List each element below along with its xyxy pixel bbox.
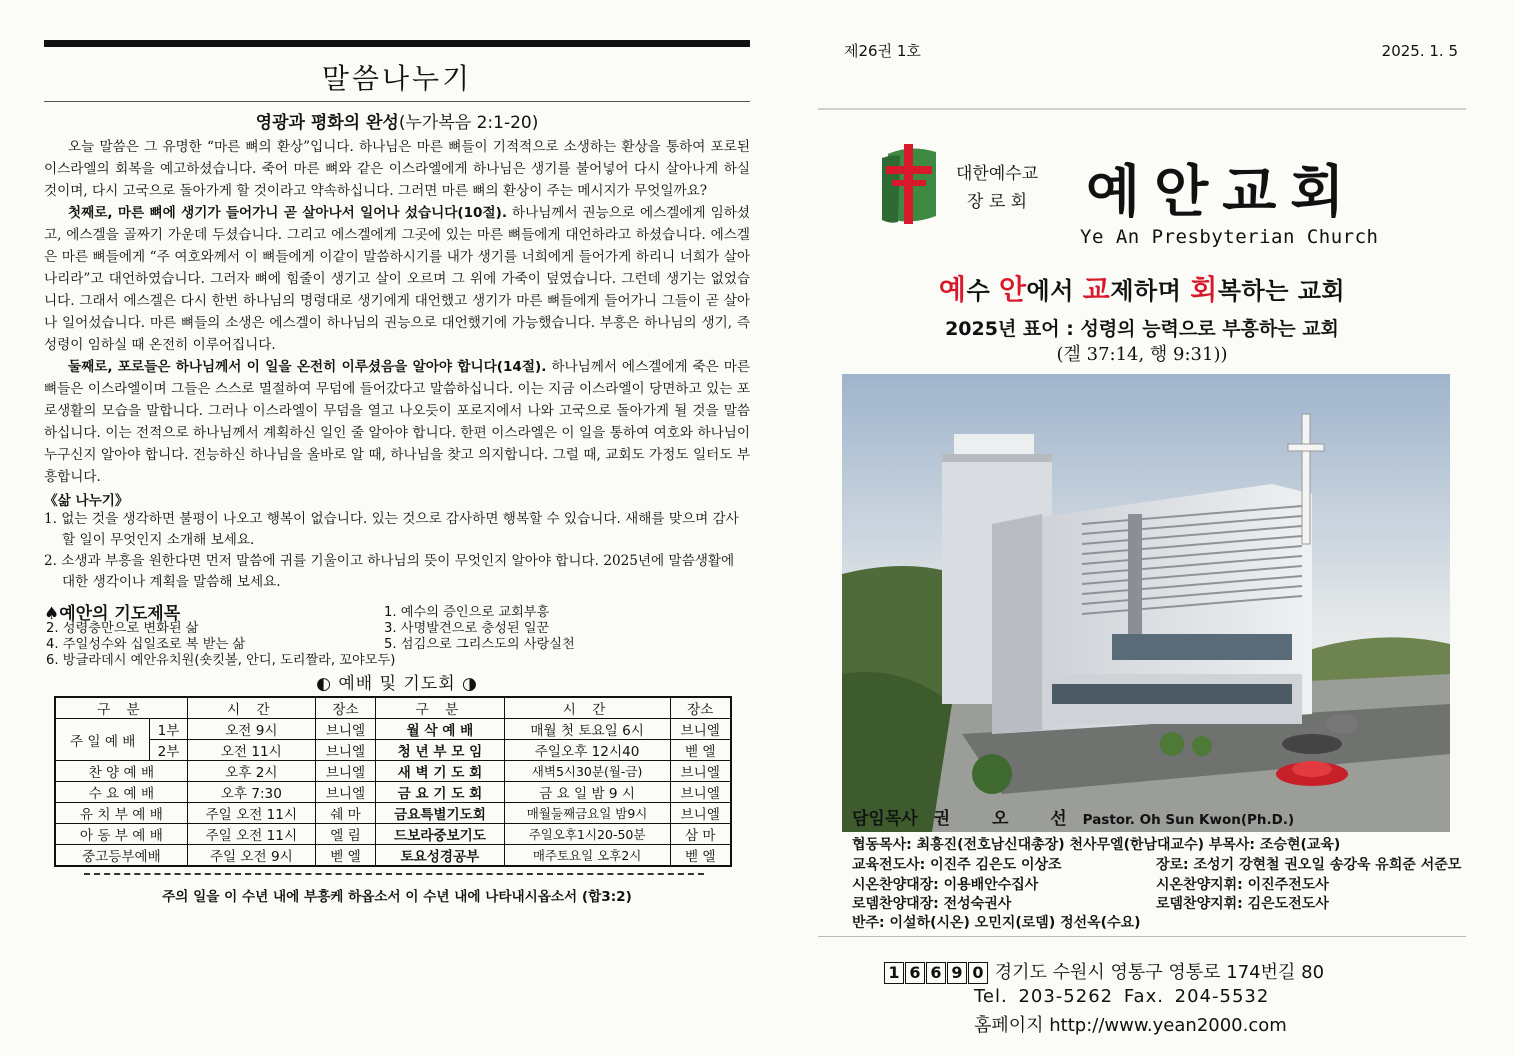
message-point-2 — [44, 356, 750, 488]
table-row — [55, 719, 731, 740]
worship-title: ◐ 예배 및 기도회 ◑ — [316, 674, 478, 694]
prayer-item: 5. 섬김으로 그리스도의 사랑실천 — [384, 637, 575, 652]
service-time: 주일오후1시20-50분 — [504, 824, 670, 845]
message-reference: (누가복음 2:1-20) — [398, 113, 539, 133]
homepage-link[interactable]: 홈페이지 http://www.yean2000.com — [974, 1015, 1287, 1036]
service-place: 브니엘 — [315, 782, 375, 803]
zip-digit: 1 — [884, 962, 904, 984]
service-name: 찬 양 예 배 — [55, 761, 187, 782]
message-title — [44, 108, 750, 133]
service-time: 새벽5시30분(월-금) — [504, 761, 670, 782]
table-row — [55, 761, 731, 782]
phone-fax: Tel. 203-5262 Fax. 204-5532 — [974, 986, 1270, 1007]
col-header: 시 간 — [187, 697, 315, 719]
service-name: 새 벽 기 도 회 — [376, 761, 505, 782]
service-time: 주일 오전 11시 — [187, 803, 315, 824]
service-name: 수 요 예 배 — [55, 782, 187, 803]
zip-digit: 6 — [926, 962, 946, 984]
service-name: 유 치 부 예 배 — [55, 803, 187, 824]
sharing-heading: 《삶 나누기》 — [44, 493, 129, 509]
message-point-1 — [44, 202, 750, 356]
table-row — [55, 845, 731, 867]
prayer-heading: ♠예안의 기도제목 — [44, 604, 181, 624]
staff-line: 반주: 이설하(시온) 오민지(로뎀) 정선옥(수요) — [852, 915, 1141, 931]
sharing-list — [44, 509, 750, 593]
service-time: 매주토요일 오후2시 — [504, 845, 670, 867]
service-name: 중고등부예배 — [55, 845, 187, 867]
year-theme: 2025년 표어 : 성령의 능력으로 부흥하는 교회 — [945, 318, 1339, 340]
service-name: 드보라중보기도 — [376, 824, 505, 845]
volume-number: 제26권 1호 — [844, 42, 921, 60]
service-name: 주 일 예 배 — [55, 719, 150, 761]
col-header: 시 간 — [504, 697, 670, 719]
pastor-name-english: Pastor. Oh Sun Kwon(Ph.D.) — [1082, 812, 1295, 828]
table-header-row — [55, 697, 731, 719]
motto-part: 예 — [938, 273, 967, 306]
church-cross-logo-icon — [880, 144, 938, 226]
issue-date: 2025. 1. 5 — [1381, 42, 1458, 60]
postal-address — [884, 958, 1324, 984]
senior-pastor — [852, 804, 1294, 829]
address-text: 경기도 수원시 영통구 영통로 174번길 80 — [994, 962, 1325, 983]
service-place: 쉐 마 — [315, 803, 375, 824]
col-header: 장소 — [670, 697, 731, 719]
service-place: 벧 엘 — [670, 845, 731, 867]
service-name: 토요성경공부 — [376, 845, 505, 867]
table-row — [55, 824, 731, 845]
service-place: 브니엘 — [670, 803, 731, 824]
service-place: 벧 엘 — [315, 845, 375, 867]
pastor-label: 담임목사 — [852, 809, 918, 829]
church-motto — [818, 268, 1466, 308]
sharing-item: 2. 소생과 부흥을 원한다면 먼저 말씀에 귀를 기울이고 하나님의 뜻이 무엇인지 알아야 합니다. 2025년에 말씀생활에 대한 생각이나 계획을 말씀해 보세요. — [44, 553, 735, 590]
service-time: 오전 9시 — [187, 719, 315, 740]
motto-part: 에서 — [1026, 277, 1083, 305]
col-header: 구 분 — [376, 697, 505, 719]
prayer-topics — [44, 601, 750, 668]
service-name: 아 동 부 예 배 — [55, 824, 187, 845]
prayer-item: 3. 사명발견으로 충성된 일꾼 — [384, 621, 550, 636]
service-time: 주일오후 12시40 — [504, 740, 670, 761]
staff-line: 협동목사: 최흥진(전호남신대총장) 천사무엘(한남대교수) 부목사: 조승현(교육) — [852, 837, 1341, 853]
service-time: 매월둘째금요일 밤9시 — [504, 803, 670, 824]
service-place: 삼 마 — [670, 824, 731, 845]
staff-line: 장로: 조성기 강현철 권오일 송강욱 유희준 서준모 — [1156, 857, 1462, 873]
top-rule — [44, 40, 750, 47]
denomination — [956, 160, 1038, 216]
motto-part: 회 — [1190, 273, 1218, 306]
table-row — [55, 782, 731, 803]
message-body — [44, 136, 750, 488]
staff-line: 교육전도사: 이진주 김은도 이상조 — [852, 857, 1062, 873]
point-1-lead: 첫째로, 마른 뼈에 생기가 들어가니 곧 살아나서 일어나 섰습니다(10절). — [68, 205, 507, 221]
service-name: 금요특별기도회 — [376, 803, 505, 824]
zip-digit: 0 — [968, 962, 988, 984]
motto-part: 제하며 — [1110, 277, 1191, 305]
dashed-divider — [84, 873, 704, 875]
title-divider — [44, 101, 750, 102]
staff-line: 시온찬양지휘: 이진주전도사 — [1156, 877, 1329, 893]
message-title-text: 영광과 평화의 완성 — [255, 113, 399, 133]
service-time: 주일 오전 9시 — [187, 845, 315, 867]
service-place: 브니엘 — [670, 761, 731, 782]
motto-part: 수 — [966, 277, 999, 305]
header-divider — [818, 108, 1466, 110]
service-place: 브니엘 — [315, 719, 375, 740]
service-name: 금 요 기 도 회 — [376, 782, 505, 803]
col-header: 장소 — [315, 697, 375, 719]
denomination-line-2: 장 로 회 — [967, 192, 1028, 212]
service-name: 청 년 부 모 임 — [376, 740, 505, 761]
col-header: 구 분 — [55, 697, 187, 719]
worship-table — [54, 696, 732, 867]
staff-line: 로뎀찬양대장: 전성숙권사 — [852, 896, 1012, 912]
sharing-item: 1. 없는 것을 생각하면 불평이 나오고 행복이 없습니다. 있는 것으로 감사하면 행복할 수 있습니다. 새해를 맞으며 감사할 일이 무엇인지 소개해 보세요. — [44, 511, 739, 548]
denomination-line-1: 대한예수교 — [956, 164, 1039, 184]
point-2-text: 하나님께서 에스겔에게 죽은 마른 뼈들은 이스라엘이며 그들은 스스로 멸절하여 무덤에 들어갔다고 말씀하십니다. 이는 지금 이스라엘이 당면하고 있는 포로생활의 모습을 말합니다. 그러나 이스라엘이 무덤을 열고 나오듯이 포로지에서 나와 고국으로 돌아가게 될 것을 말씀하십니다. 이는 전적으로 하나님께서 계획하신 일인 줄 알아야 합니다. 한편 이스라엘은 이 일을 통하여 여호와 하나님이 누구신지 알아야 합니다. 전능하신 하나님을 올바로 알 때, 하나님을 찾고 의지합니다. 그럴 때, 교회도 가정도 일터도 부흥합니다. — [44, 359, 751, 485]
service-place: 브니엘 — [315, 740, 375, 761]
motto-part: 교 — [1082, 273, 1111, 306]
service-time: 오후 7:30 — [187, 782, 315, 803]
point-2-lead: 둘째로, 포로들은 하나님께서 이 일을 온전히 이루셨음을 알아야 합니다(14절). — [68, 359, 547, 375]
service-time: 오후 2시 — [187, 761, 315, 782]
footer-divider — [818, 936, 1466, 937]
service-time: 오전 11시 — [187, 740, 315, 761]
service-place: 브니엘 — [670, 719, 731, 740]
table-row — [55, 803, 731, 824]
staff-line: 로뎀찬양지휘: 김은도전도사 — [1156, 896, 1329, 912]
message-paragraph-1: 오늘 말씀은 그 유명한 “마른 뼈의 환상”입니다. 하나님은 마른 뼈들이 기적적으로 소생하는 환상을 통하여 포로된 이스라엘의 회복을 예고하셨습니다. 죽어 마른 뼈와 같은 이스라엘에게 하나님은 생기를 불어넣어 다시 살아나게 하실 것이며, 다시 고국으로 돌아가게 할 것이라고 약속하십니다. 그러면 마른 뼈의 환상이 주는 메시지가 무엇일까요? — [44, 139, 750, 199]
church-building-illustration — [842, 374, 1450, 832]
service-name: 월 삭 예 배 — [376, 719, 505, 740]
prayer-item: 2. 성령충만으로 변화된 삶 — [46, 621, 199, 636]
service-part: 2부 — [150, 740, 187, 761]
church-name-korean: 예안교회 — [1086, 159, 1359, 225]
zip-digit: 6 — [905, 962, 925, 984]
motto-part: 안 — [998, 273, 1027, 306]
service-time: 매월 첫 토요일 6시 — [504, 719, 670, 740]
point-1-text: 하나님께서 권능으로 에스겔에게 임하셨고, 에스겔을 골짜기 가운데 두셨습니다. 그리고 에스겔에게 그곳에 있는 마른 뼈들에게 대언하라고 하셨습니다. 에스겔은 마른 뼈들에게 “주 여호와께서 이 뼈들에게 이같이 말씀하시기를 내가 생기를 너희에게 들어가게 하리니 너희가 살아나리라”고 대언하였습니다. 그러자 뼈에 힘줄이 생기고 살이 오르며 그 위에 가죽이 덮였습니다. 그런데 생기는 없었습니다. 그래서 에스겔은 다시 한번 하나님의 명령대로 생기에게 대언했고 생기가 마른 뼈들에게 들어가니 그들이 곧 살아나 일어섰습니다. 마른 뼈들의 소생은 에스겔이 하나님의 권능으로 대언했기에 가능했습니다. 부흥은 하나님의 생기, 즉 성령이 임하실 때 온전히 이루어집니다. — [44, 205, 750, 353]
section-title: 말씀나누기 — [321, 62, 473, 95]
staff-line: 시온찬양대장: 이용배안수집사 — [852, 877, 1039, 893]
service-place: 엘 림 — [315, 824, 375, 845]
motto-part: 복하는 교회 — [1217, 277, 1346, 305]
left-page — [44, 40, 750, 905]
service-time: 금 요 일 밤 9 시 — [504, 782, 670, 803]
service-place: 벧 엘 — [670, 740, 731, 761]
service-place: 브니엘 — [670, 782, 731, 803]
zip-digit: 9 — [947, 962, 967, 984]
church-name-english: Ye An Presbyterian Church — [1080, 226, 1379, 248]
prayer-item: 4. 주일성수와 십일조로 복 받는 삶 — [46, 637, 246, 652]
closing-verse: 주의 일을 이 수년 내에 부흥케 하옵소서 이 수년 내에 나타내시옵소서 (합3:2) — [162, 889, 632, 905]
pastor-name: 권 오 선 — [933, 809, 1085, 829]
theme-reference: (겔 37:14, 행 9:31)) — [1056, 344, 1228, 365]
prayer-item: 6. 방글라데시 예안유치원(숏킷볼, 안디, 도리짤라, 꼬야모두) — [46, 653, 396, 668]
prayer-item: 1. 예수의 증인으로 교회부흥 — [384, 605, 550, 620]
service-part: 1부 — [150, 719, 187, 740]
service-place: 브니엘 — [315, 761, 375, 782]
service-time: 주일 오전 11시 — [187, 824, 315, 845]
table-row — [55, 740, 731, 761]
